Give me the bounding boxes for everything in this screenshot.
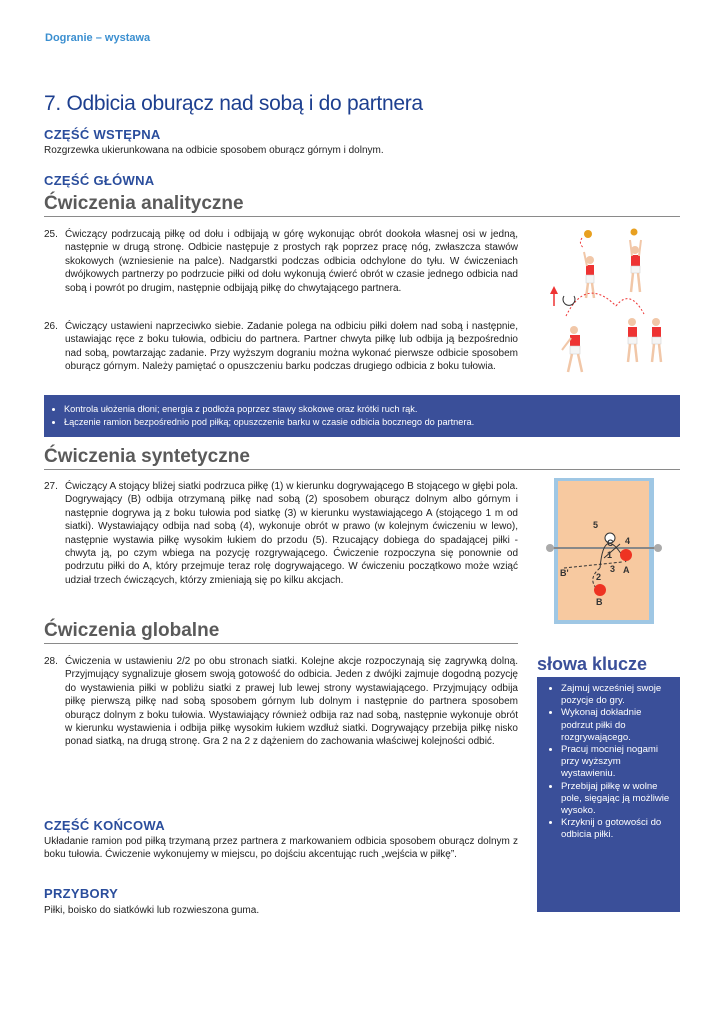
page-header: Dogranie – wystawa (45, 32, 151, 44)
net-post (654, 544, 662, 552)
exercise-text: Ćwiczenia w ustawieniu 2/2 po obu stronach siatki. Kolejne akcje rozpoczynają się zagrywką dolną. Przyjmujący sygnalizuje głosem swoją gotowość do odbicia. Jeden z dwójki zajmuje dogodną pozycję do wystawienia piłki w pobliżu siatki z prawej lub lewej strony wystawiającego. Przyjmujący odbija piłkę pierwszą piłkę nad sobą sposobem górnym lub dolnym i następnie do partnera sposobem oburącz dolnym z boku tułowia. Wystawiający również odbija raz nad sobą, następnie wykonuje obrót w kierunku wystawienia i odbija piłkę wysokim łukiem wzdłuż siatki. Dogrywający przebija piłkę nisko ponad siatką, na drugą stronę. Gra 2 na 2 z dążeniem do zachowania właściwej kolejności odbić. (65, 656, 518, 748)
exercise-number: 28. (44, 656, 58, 667)
diagram-label: C (607, 538, 614, 548)
diagram-label: B (596, 597, 603, 607)
equipment-text: Piłki, boisko do siatkówki lub rozwieszona guma. (44, 905, 260, 916)
keyword-item: • Wykonaj dokładnie podrzut piłki do rozgrywającego. (561, 707, 674, 744)
exercise-28 (44, 655, 518, 749)
exercise-26 (44, 320, 518, 374)
diagram-label: 3 (610, 564, 616, 574)
rotation-arrow-icon (550, 286, 575, 306)
diagram-label: 4 (625, 536, 631, 546)
keyword-item: • Zajmuj wcześniej swoje pozycje do gry. (561, 683, 674, 707)
player-figure (562, 326, 582, 372)
synthetic-heading: Ćwiczenia syntetyczne (44, 446, 250, 467)
main-heading: CZĘŚĆ GŁÓWNA (44, 173, 155, 188)
diagram-label: 2 (596, 572, 602, 582)
player-figure (630, 229, 641, 293)
divider (44, 216, 680, 217)
net-post (546, 544, 554, 552)
note-item: • Łączenie ramion bezpośrednio pod piłką; opuszczenie barku w czasie odbicia bocznego do partnera. (64, 416, 680, 429)
exercise-text: Ćwiczący ustawieni naprzeciwko siebie. Zadanie polega na odbiciu piłki dołem nad sobą i następnie, ustawiając ręce z boku tułowia, odbiciu do partnera. Partner chwyta piłkę lub odbija ją bezpośrednio nad sobą, powtarzając zadanie. Przy wyższym dograniu można wykonać pierwsze odbicie sposobem oburącz górnym. Należy pamiętać o opuszczeniu barku podczas drugiego odbicia z boku tułowia. (65, 321, 518, 373)
exercise-number: 25. (44, 229, 58, 240)
diagram-label: A (623, 565, 630, 575)
player-figure (652, 318, 661, 362)
equipment-heading: PRZYBORY (44, 886, 119, 901)
global-heading: Ćwiczenia globalne (44, 620, 220, 641)
keyword-item: • Przebijaj piłkę w wolne pole, sięgając ją możliwie wysoko. (561, 781, 674, 818)
analytic-heading: Ćwiczenia analityczne (44, 193, 244, 214)
keyword-item: • Pracuj mocniej nogami przy wyższym wystawieniu. (561, 744, 674, 781)
player-a-marker (620, 549, 632, 561)
exercise-27 (44, 480, 518, 587)
keywords-title: słowa klucze (537, 654, 648, 674)
exercise-text: Ćwiczący A stojący bliżej siatki podrzuca piłkę (1) w kierunku dogrywającego B stojącego w głębi pola. Dogrywający (B) odbija otrzymaną piłkę nad sobą (2) sposobem oburącz dolnym albo górnym i następnie dogrywa ją z boku tułowia pod siatkę (3) w kierunku wystawiającego A (stojącego 1 m od siatki). Wystawiający odbija nad sobą (4), wykonuje obrót w prawo (w kolejnym ćwiczeniu w lewo), następnie wystawia piłkę wysokim łukiem do przodu (5). Rzucający dobiega do spadającej piłki - chwyta ją, po czym wbiega na pozycję rozgrywającego. Ćwiczenie rozpoczyna się ponownie od podrzutu piłki do A, który przejmuje teraz rolę dogrywającego. W ćwiczeniu początkowo może wziąć udział trzech ćwiczących, którzy zmieniają się po kilku akcjach. (65, 481, 518, 586)
exercise-number: 27. (44, 481, 58, 492)
keyword-item: • Krzyknij o gotowości do odbicia piłki. (561, 817, 674, 841)
final-heading: CZĘŚĆ KOŃCOWA (44, 818, 165, 833)
diagram-label: B' (560, 568, 569, 578)
exercise-25 (44, 228, 518, 295)
player-figure (628, 318, 637, 362)
exercise-text: Ćwiczący podrzucają piłkę od dołu i odbijają w górę wykonując obrót dookoła własnej osi w jedną, następnie w drugą stronę. Odbicie następuje z prostych rąk poprzez pracę nóg, zwłaszcza stawów skokowych (wzniesienie na palce). Nadgarstki podczas odbicia odchylone do tyłu. W ćwiczeniach dwójkowych partnerzy po podrzucie piłki od dołu wykonują ćwierć obrót w czasie jednego odbicia nad sobą i powrót po drugim, następnie odbijają piłkę do chwytającego partnera. (65, 229, 518, 294)
player-figure (580, 230, 594, 298)
player-b-marker (594, 584, 606, 596)
intro-text: Rozgrzewka ukierunkowana na odbicie sposobem oburącz górnym i dolnym. (44, 145, 384, 156)
divider (44, 643, 518, 644)
final-text: Układanie ramion pod piłką trzymaną przez partnera z markowaniem odbicia sposobem oburącz dolnym z boku tułowia. Ćwiczenie wykonujemy w miejscu, po dojściu akcentując ruch „wejścia w piłkę”. (44, 836, 518, 860)
players-illustration (546, 226, 682, 386)
diagram-label: 5 (593, 520, 599, 530)
keywords-box (537, 677, 680, 912)
diagram-label: 1 (607, 550, 613, 560)
divider (44, 469, 680, 470)
exercise-number: 26. (44, 321, 58, 332)
note-item: • Kontrola ułożenia dłoni; energia z podłoża poprzez stawy skokowe oraz krótki ruch rąk. (64, 403, 680, 416)
court-diagram (544, 478, 662, 628)
notes-box (44, 395, 680, 437)
page-title: 7. Odbicia oburącz nad sobą i do partnera (44, 92, 423, 115)
intro-heading: CZĘŚĆ WSTĘPNA (44, 127, 161, 142)
